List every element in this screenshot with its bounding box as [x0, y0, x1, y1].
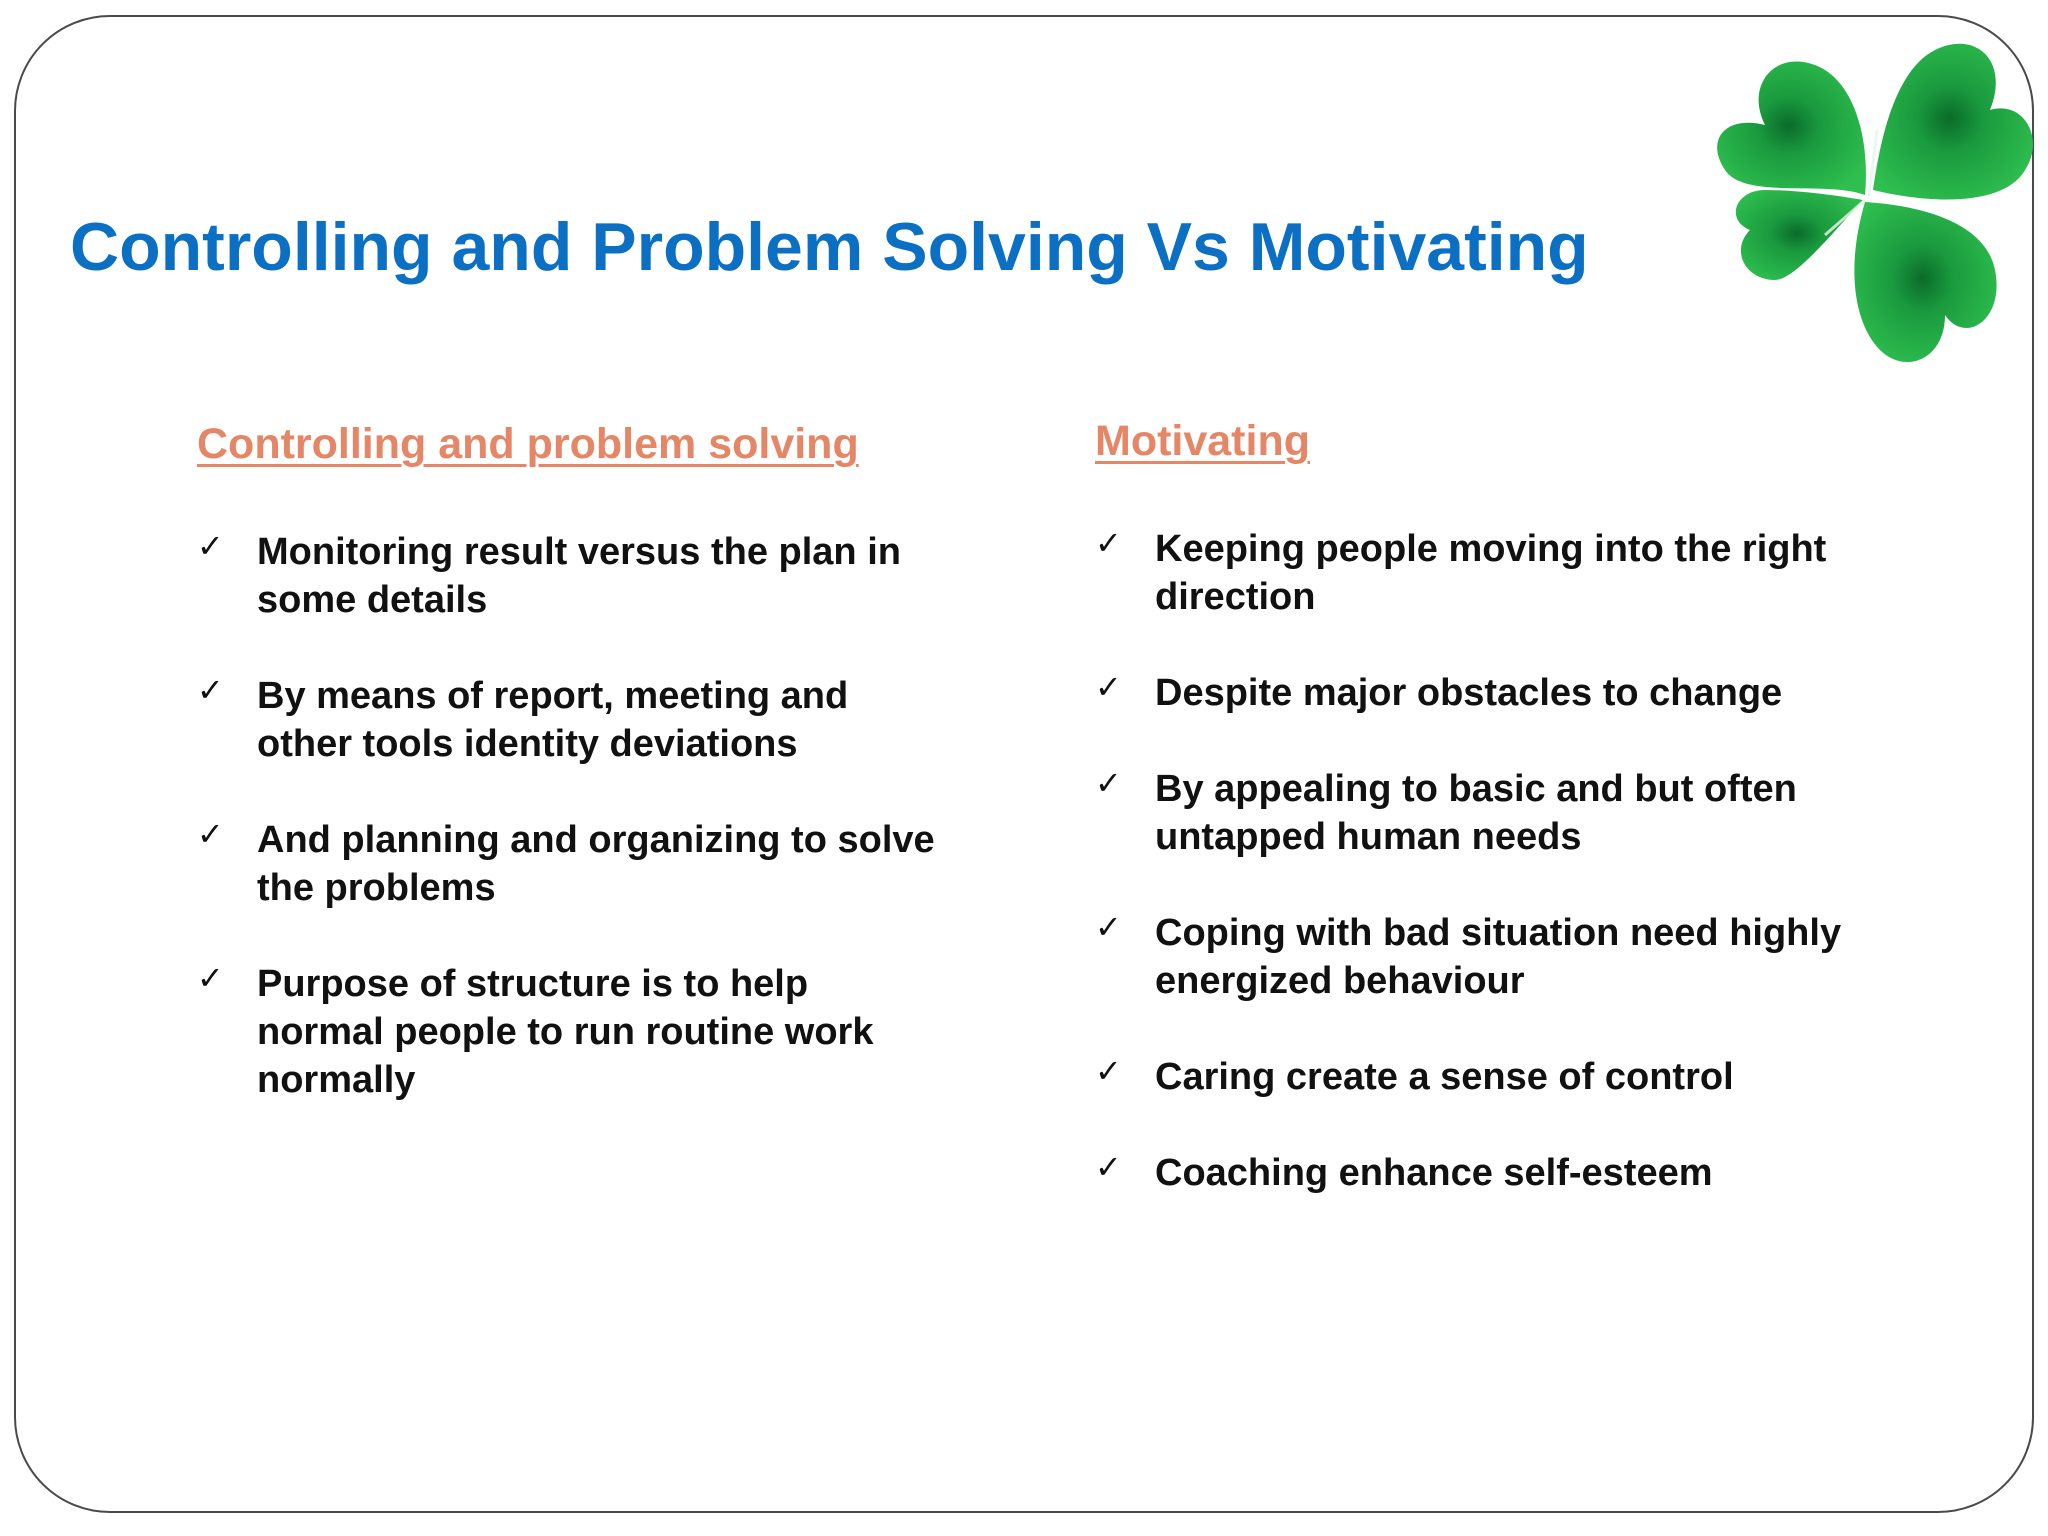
- list-item: [197, 960, 937, 1104]
- list-item: [1095, 1053, 1895, 1101]
- list-item: [197, 528, 937, 624]
- checkmark-icon: ✓: [1095, 668, 1122, 706]
- list-item: [1095, 669, 1895, 717]
- left-bullet-list: [197, 528, 937, 1152]
- bullet-text: Monitoring result versus the plan in some details: [257, 531, 901, 621]
- checkmark-icon: ✓: [1095, 1148, 1122, 1186]
- right-column-heading: Motivating: [1095, 417, 1310, 465]
- checkmark-icon: ✓: [197, 815, 224, 853]
- list-item: [1095, 909, 1895, 1005]
- bullet-text: Caring create a sense of control: [1155, 1056, 1734, 1098]
- bullet-text: Keeping people moving into the right direction: [1155, 528, 1827, 618]
- bullet-text: Coping with bad situation need highly energized behaviour: [1155, 912, 1842, 1002]
- list-item: [1095, 1149, 1895, 1197]
- list-item: [1095, 765, 1895, 861]
- right-bullet-list: [1095, 525, 1895, 1245]
- bullet-text: Despite major obstacles to change: [1155, 672, 1783, 714]
- left-column-heading: Controlling and problem solving: [197, 420, 859, 468]
- checkmark-icon: ✓: [197, 959, 224, 997]
- bullet-text: Purpose of structure is to help normal people to run routine work normally: [257, 963, 874, 1101]
- slide-title: Controlling and Problem Solving Vs Motivating: [70, 209, 1589, 285]
- bullet-text: By appealing to basic and but often untapped human needs: [1155, 768, 1797, 858]
- checkmark-icon: ✓: [197, 527, 224, 565]
- list-item: [1095, 525, 1895, 621]
- bullet-text: And planning and organizing to solve the problems: [257, 819, 935, 909]
- checkmark-icon: ✓: [197, 671, 224, 709]
- checkmark-icon: ✓: [1095, 764, 1122, 802]
- bullet-text: By means of report, meeting and other tools identity deviations: [257, 675, 849, 765]
- clover-icon: [1705, 30, 2035, 370]
- list-item: [197, 816, 937, 912]
- list-item: [197, 672, 937, 768]
- checkmark-icon: ✓: [1095, 1052, 1122, 1090]
- bullet-text: Coaching enhance self-esteem: [1155, 1152, 1713, 1194]
- checkmark-icon: ✓: [1095, 908, 1122, 946]
- checkmark-icon: ✓: [1095, 524, 1122, 562]
